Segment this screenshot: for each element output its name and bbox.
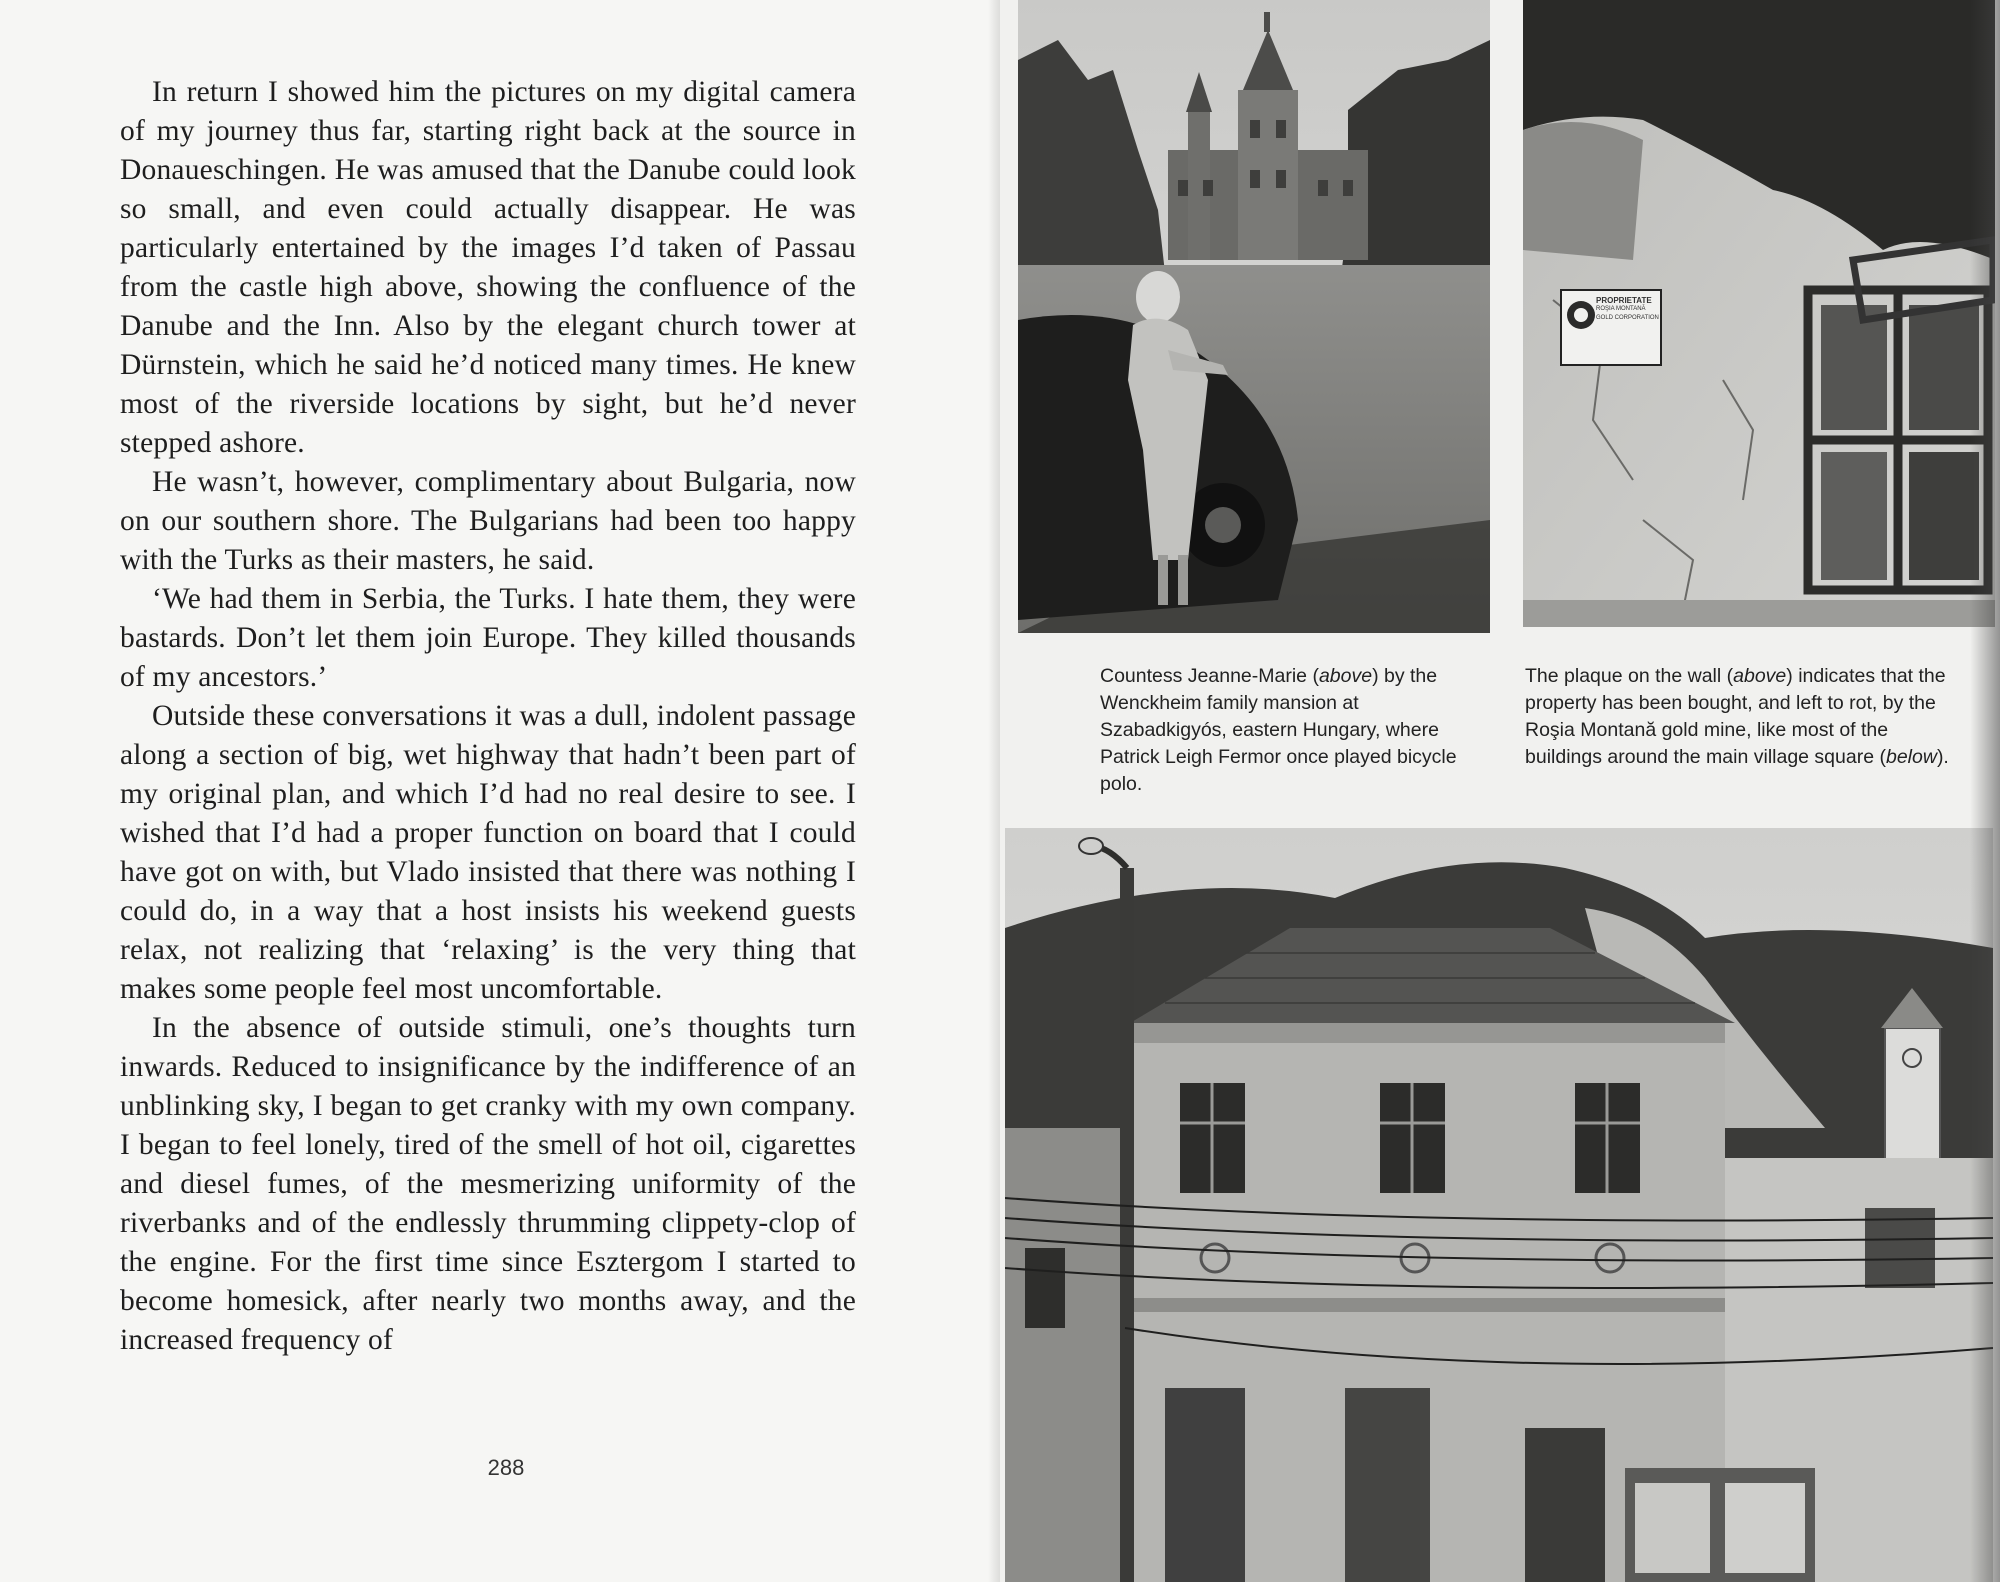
plaque-line-2: ROŞIA MONTANĂ	[1596, 306, 1646, 312]
photo-village-house	[1005, 828, 1993, 1582]
caption-right-part-2: ) indicates that the property has been bought, and left to rot, by the Roşia Montană gold mine, like most of the buildings around the main village square (	[1525, 665, 1946, 768]
paragraph-5: In the absence of outside stimuli, one’s thoughts turn inwards. Reduced to insignificance by the indifference of an unblinking sky, I began to get cranky with my own company. I began to feel lonely, tired of the smell of hot oil, cigarettes and diesel fumes, of the mesmerizing uniformity of the riverbanks and of the endlessly thrumming clippety-clop of the engine. For the first time since Esztergom I started to become homesick, after nearly two months away, and the increased frequency of	[120, 1012, 856, 1356]
caption-plaque	[1525, 663, 1955, 771]
photo-plaque-wall	[1523, 0, 1995, 627]
caption-right-part-1: The plaque on the wall (	[1525, 665, 1734, 687]
caption-countess	[1100, 663, 1460, 798]
photo-countess-mansion	[1018, 0, 1490, 633]
plaque-line-3: GOLD CORPORATION	[1596, 315, 1659, 321]
caption-right-part-3: ).	[1936, 746, 1949, 768]
paragraph-3: ‘We had them in Serbia, the Turks. I hate them, they were bastards. Don’t let them join Europe. They killed thousands of my ancestors.’	[120, 583, 856, 693]
caption-right-emph-2: below	[1885, 746, 1937, 768]
body-text	[120, 73, 856, 1360]
caption-right-emph-1: above	[1733, 665, 1787, 687]
caption-left-part-1: Countess Jeanne-Marie (	[1100, 665, 1319, 687]
paragraph-2: He wasn’t, however, complimentary about Bulgaria, now on our southern shore. The Bulgarians had been too happy with the Turks as their masters, he said.	[120, 466, 856, 576]
caption-left-part-2: ) by the Wenckheim family mansion at Szabadkigyós, eastern Hungary, where Patrick Leigh Fermor once played bicycle polo.	[1100, 665, 1457, 795]
plaque-title: PROPRIETATE	[1596, 296, 1652, 305]
book-spine-edge	[1970, 0, 2000, 1582]
plaque-text	[1596, 296, 1664, 323]
paragraph-4: Outside these conversations it was a dull, indolent passage along a section of big, wet highway that hadn’t been part of my original plan, and which I’d had no real desire to see. I wished that I’d had a proper function on board that I could have got on with, but Vlado insisted that there was nothing I could do, in a way that a host insists his weekend guests relax, not realizing that ‘relaxing’ is the very thing that makes some people feel most uncomfortable.	[120, 700, 856, 1005]
paragraph-1: In return I showed him the pictures on my digital camera of my journey thus far, starting right back at the source in Donaueschingen. He was amused that the Danube could look so small, and even could actually disappear. He was particularly entertained by the images I’d taken of Passau from the castle high above, showing the confluence of the Danube and the Inn. Also by the elegant church tower at Dürnstein, which he said he’d noticed many times. He knew most of the riverside locations by sight, but he’d never stepped ashore.	[120, 76, 856, 459]
caption-left-emph: above	[1318, 665, 1373, 687]
page-number: 288	[487, 1455, 525, 1480]
